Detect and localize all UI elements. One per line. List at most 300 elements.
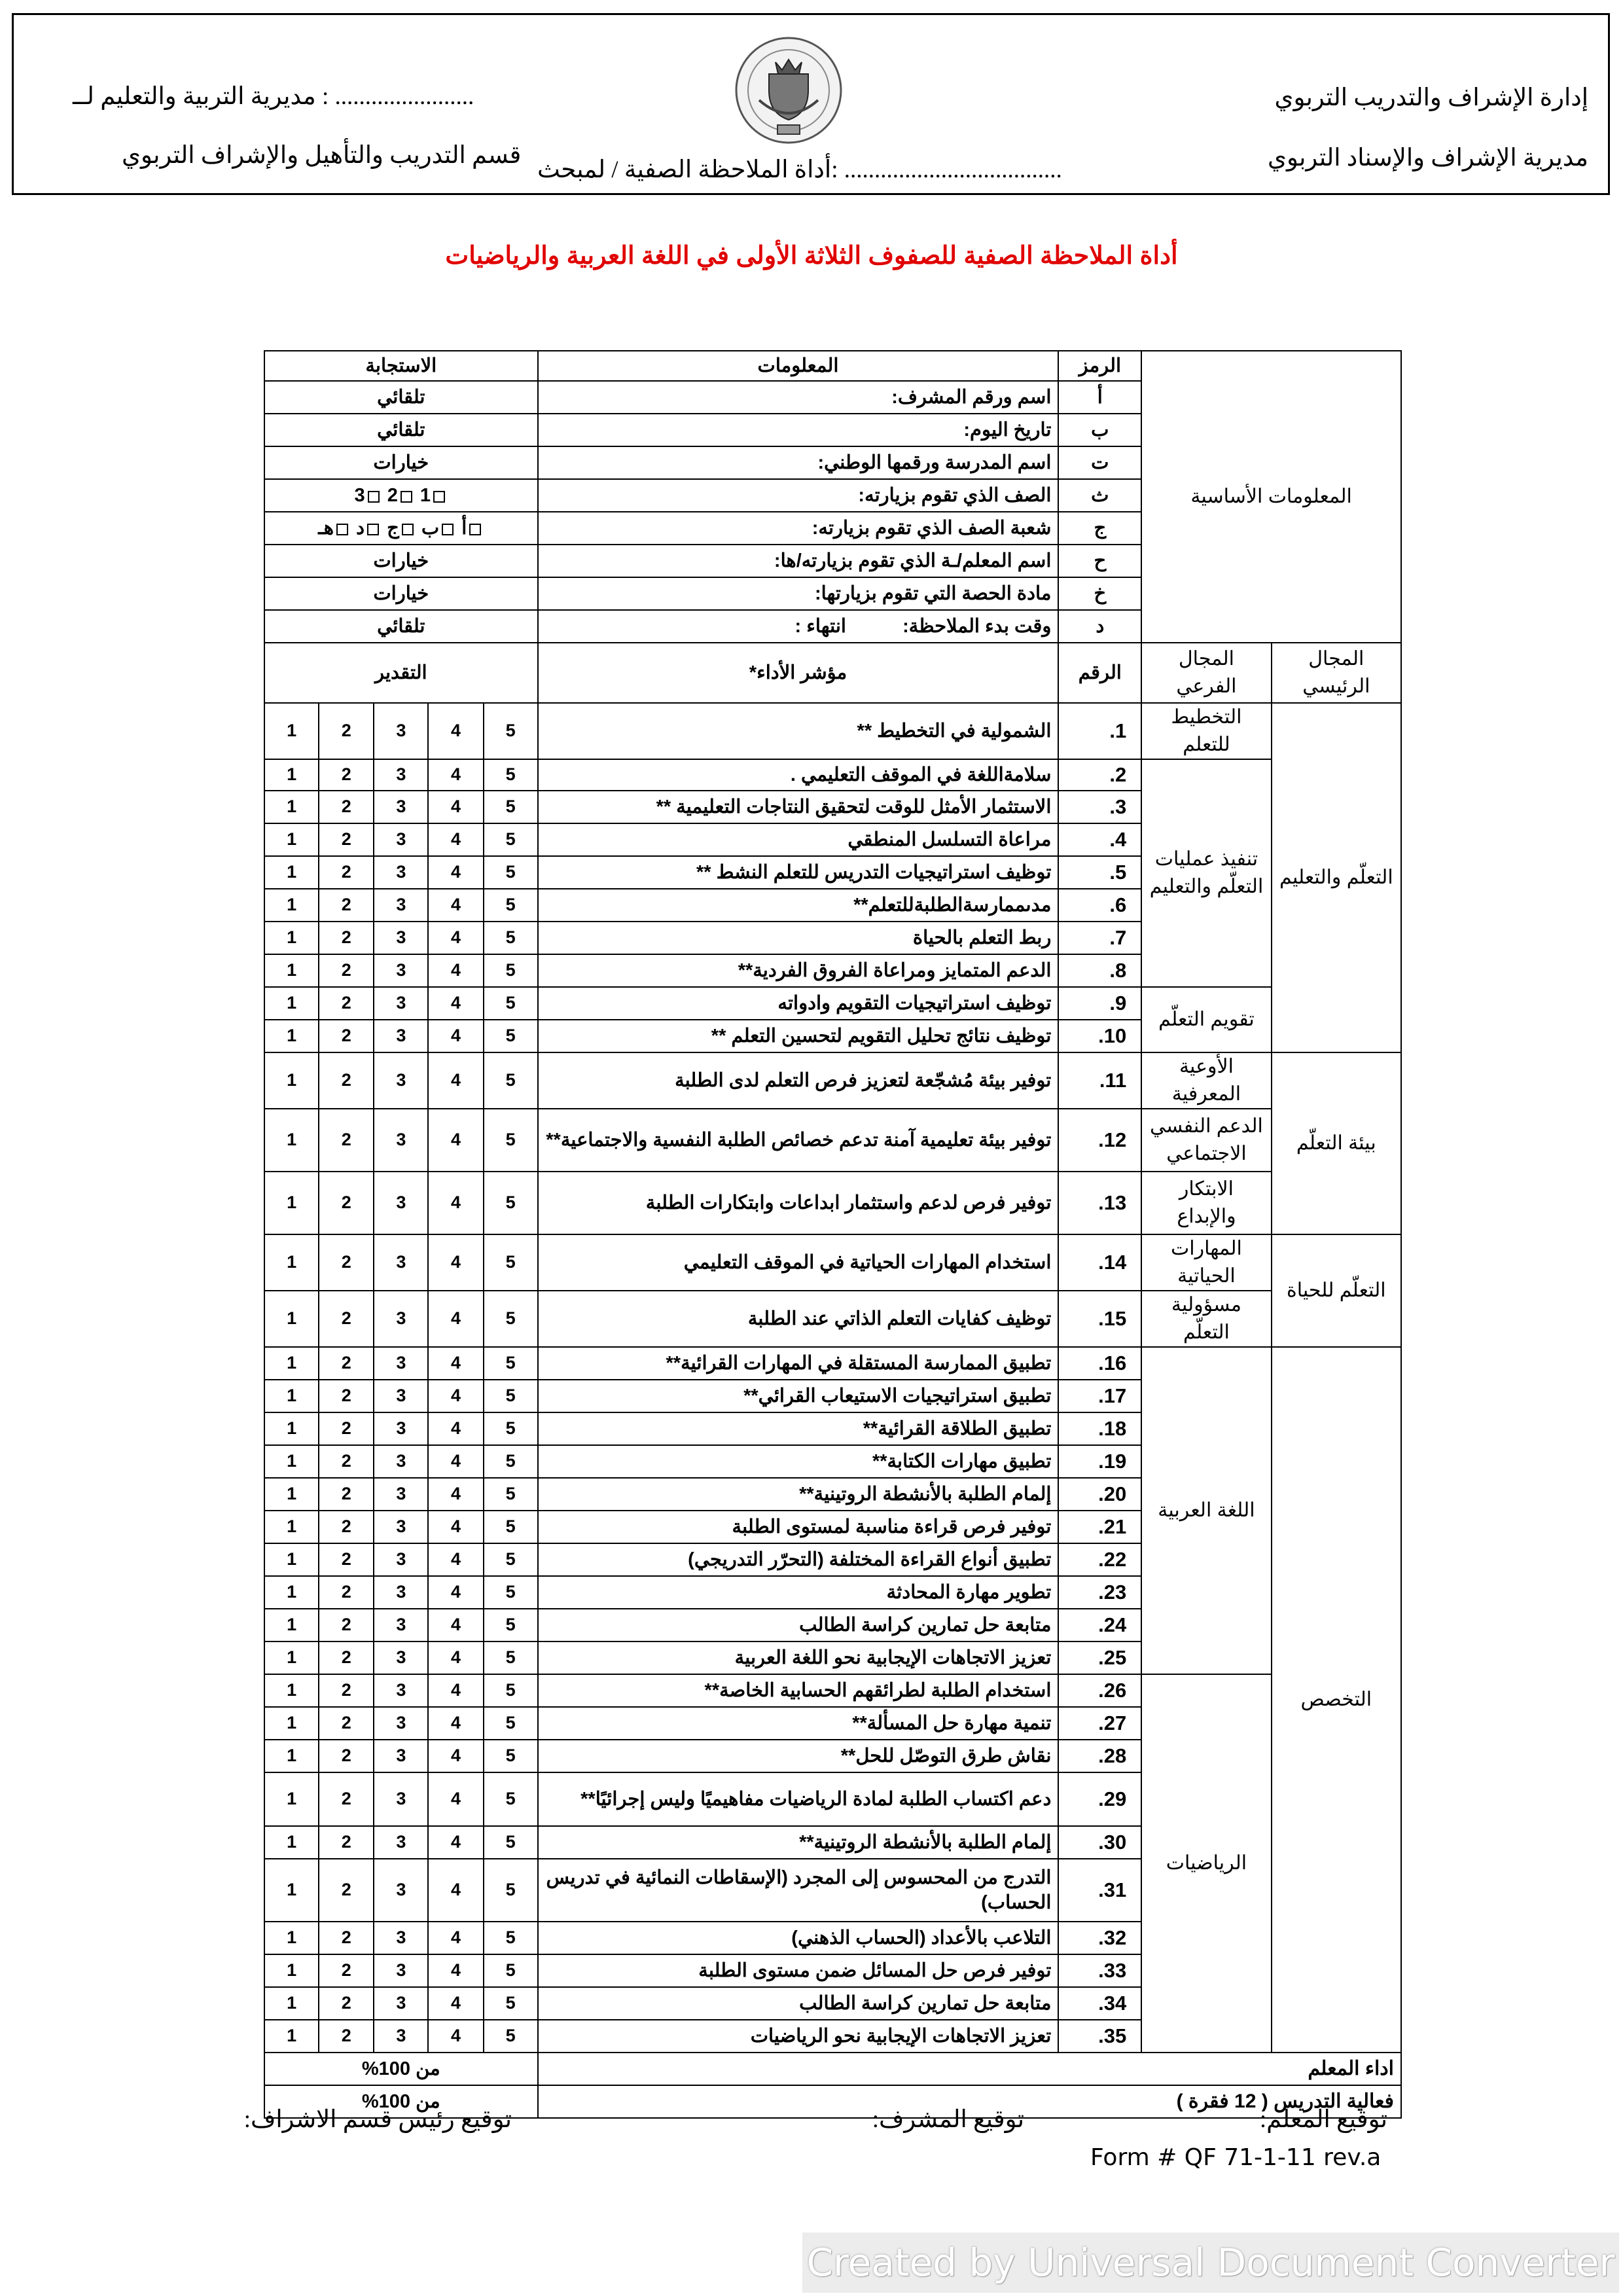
- rating-option[interactable]: 1: [264, 1052, 319, 1109]
- indicator-text: الدعم المتمايز ومراعاة الفروق الفردية**: [538, 954, 1059, 987]
- rating-option[interactable]: 2: [319, 1826, 374, 1859]
- indicator-number: 28.: [1058, 1740, 1141, 1772]
- rating-option[interactable]: 1: [264, 1478, 319, 1511]
- rating-option[interactable]: 3: [374, 1412, 428, 1445]
- rating-option[interactable]: 5: [484, 1020, 538, 1052]
- rating-option[interactable]: 4: [428, 1511, 483, 1543]
- rating-option[interactable]: 1: [264, 1172, 319, 1234]
- rating-option[interactable]: 1: [264, 1576, 319, 1609]
- rating-option[interactable]: 2: [319, 703, 374, 759]
- subdomain-responsibility: مسؤولية التعلّم: [1141, 1291, 1271, 1347]
- subdomain-arabic: اللغة العربية: [1141, 1347, 1271, 1674]
- info-label: تاريخ اليوم:: [538, 414, 1059, 446]
- start-time-label: وقت بدء الملاحظة:: [902, 615, 1052, 637]
- info-response[interactable]: تلقائي: [264, 610, 538, 643]
- rating-option[interactable]: 2: [319, 889, 374, 922]
- indicator-text: الشمولية في التخطيط **: [538, 703, 1059, 759]
- indicator-row: [264, 987, 1401, 1020]
- rating-option[interactable]: 5: [484, 1826, 538, 1859]
- section-checkbox[interactable]: [442, 524, 454, 535]
- rating-option[interactable]: 2: [319, 823, 374, 856]
- rating-option[interactable]: 3: [374, 1291, 428, 1347]
- indicator-text: التلاعب بالأعداد (الحساب الذهني): [538, 1922, 1059, 1954]
- rating-option[interactable]: 3: [374, 1772, 428, 1826]
- indicator-number: 8.: [1058, 954, 1141, 987]
- indicator-text: إلمام الطلبة بالأنشطة الروتينية**: [538, 1478, 1059, 1511]
- indicator-text: ربط التعلم بالحياة: [538, 922, 1059, 954]
- rating-option[interactable]: 4: [428, 1641, 483, 1674]
- rating-option[interactable]: 2: [319, 1445, 374, 1478]
- section-option: أ: [461, 517, 467, 539]
- grade-option: 1: [419, 484, 431, 506]
- teacher-performance-score: من 100%: [264, 2053, 538, 2085]
- rating-option[interactable]: 3: [374, 823, 428, 856]
- rating-option[interactable]: 2: [319, 954, 374, 987]
- rating-option[interactable]: 3: [374, 856, 428, 889]
- subdomain-assessment: تقويم التعلّم: [1141, 987, 1271, 1052]
- indicator-text: توظيف كفايات التعلم الذاتي عند الطلبة: [538, 1291, 1059, 1347]
- rating-option[interactable]: 5: [484, 987, 538, 1020]
- rating-option[interactable]: 3: [374, 1109, 428, 1172]
- rating-option[interactable]: 1: [264, 1772, 319, 1826]
- rating-option[interactable]: 4: [428, 1859, 483, 1922]
- rating-option[interactable]: 3: [374, 1380, 428, 1412]
- rating-option[interactable]: 2: [319, 1543, 374, 1576]
- rating-option[interactable]: 2: [319, 759, 374, 791]
- info-label: شعبة الصف الذي تقوم بزيارته:: [538, 512, 1059, 545]
- header-response: الاستجابة: [264, 351, 538, 381]
- rating-option[interactable]: 5: [484, 1707, 538, 1740]
- ministry-emblem-icon: [732, 28, 846, 152]
- indicator-text: تطوير مهارة المحادثة: [538, 1576, 1059, 1609]
- summary-row-performance: [264, 2053, 1401, 2085]
- rating-option[interactable]: 2: [319, 1859, 374, 1922]
- section-checkbox[interactable]: [402, 524, 414, 535]
- rating-option[interactable]: 4: [428, 703, 483, 759]
- indicator-text: استخدام الطلبة لطرائقهم الحسابية الخاصة**: [538, 1674, 1059, 1707]
- rating-option[interactable]: 5: [484, 1511, 538, 1543]
- rating-option[interactable]: 1: [264, 1922, 319, 1954]
- indicator-number: 31.: [1058, 1859, 1141, 1922]
- rating-option[interactable]: 4: [428, 1922, 483, 1954]
- rating-option[interactable]: 5: [484, 1922, 538, 1954]
- indicator-text: تطبيق الممارسة المستقلة في المهارات القرائية**: [538, 1347, 1059, 1380]
- rating-option[interactable]: 5: [484, 1859, 538, 1922]
- indicator-text: تنمية مهارة حل المسألة**: [538, 1707, 1059, 1740]
- rating-option[interactable]: 3: [374, 1609, 428, 1641]
- rating-option[interactable]: 1: [264, 791, 319, 823]
- rating-option[interactable]: 3: [374, 1707, 428, 1740]
- rating-option[interactable]: 1: [264, 1641, 319, 1674]
- rating-option[interactable]: 4: [428, 1052, 483, 1109]
- rating-option[interactable]: 2: [319, 1641, 374, 1674]
- rating-option[interactable]: 2: [319, 1020, 374, 1052]
- info-symbol: ج: [1058, 512, 1141, 545]
- indicator-number: 16.: [1058, 1347, 1141, 1380]
- rating-option[interactable]: 3: [374, 1576, 428, 1609]
- rating-option[interactable]: 5: [484, 1576, 538, 1609]
- indicator-text: متابعة حل تمارين كراسة الطالب: [538, 1609, 1059, 1641]
- rating-option[interactable]: 3: [374, 1954, 428, 1987]
- indicator-text: نقاش طرق التوصّل للحل**: [538, 1740, 1059, 1772]
- rating-option[interactable]: 4: [428, 856, 483, 889]
- rating-option[interactable]: 4: [428, 1380, 483, 1412]
- rating-option[interactable]: 1: [264, 987, 319, 1020]
- rating-option[interactable]: 1: [264, 889, 319, 922]
- rating-option[interactable]: 1: [264, 1291, 319, 1347]
- indicator-row: [264, 1172, 1401, 1234]
- rating-option[interactable]: 1: [264, 1412, 319, 1445]
- info-label: اسم المدرسة ورقمها الوطني:: [538, 446, 1059, 479]
- rating-option[interactable]: 1: [264, 1987, 319, 2020]
- rating-option[interactable]: 4: [428, 1347, 483, 1380]
- rating-option[interactable]: 5: [484, 1478, 538, 1511]
- rating-option[interactable]: 2: [319, 1987, 374, 2020]
- rating-option[interactable]: 2: [319, 1478, 374, 1511]
- rating-option[interactable]: 4: [428, 1291, 483, 1347]
- rating-option[interactable]: 2: [319, 1291, 374, 1347]
- rating-option[interactable]: 3: [374, 1020, 428, 1052]
- rating-option[interactable]: 5: [484, 1609, 538, 1641]
- teacher-performance-label: اداء المعلم: [538, 2053, 1401, 2085]
- rating-option[interactable]: 1: [264, 1954, 319, 1987]
- indicator-number: 15.: [1058, 1291, 1141, 1347]
- observation-table: [264, 350, 1402, 2119]
- info-response[interactable]: تلقائي: [264, 414, 538, 446]
- rating-option[interactable]: 1: [264, 1543, 319, 1576]
- rating-option[interactable]: 4: [428, 1412, 483, 1445]
- rating-option[interactable]: 2: [319, 1674, 374, 1707]
- rating-option[interactable]: 2: [319, 1511, 374, 1543]
- rating-option[interactable]: 4: [428, 1987, 483, 2020]
- rating-option[interactable]: 3: [374, 1674, 428, 1707]
- domain-learning-for-life: التعلّم للحياة: [1272, 1234, 1401, 1347]
- indicators-body: [264, 703, 1401, 2053]
- grade-options[interactable]: [264, 479, 538, 512]
- rating-option[interactable]: 4: [428, 1234, 483, 1291]
- indicator-text: التدرج من المحسوس إلى المجرد (الإسقاطات النمائية في تدريس الحساب): [538, 1859, 1059, 1922]
- indicator-row: [264, 1674, 1401, 1707]
- indicator-text: توفير فرص لدعم واستثمار ابداعات وابتكارات الطلبة: [538, 1172, 1059, 1234]
- rating-option[interactable]: 2: [319, 856, 374, 889]
- rating-option[interactable]: 2: [319, 1109, 374, 1172]
- indicator-text: توفير فرص حل المسائل ضمن مستوى الطلبة: [538, 1954, 1059, 1987]
- end-time-label: انتهاء :: [794, 615, 846, 637]
- header-directorate: مديرية الإشراف والإسناد التربوي: [1268, 145, 1588, 171]
- rating-option[interactable]: 2: [319, 1172, 374, 1234]
- rating-option[interactable]: 5: [484, 1543, 538, 1576]
- indicator-text: تعزيز الاتجاهات الإيجابية نحو الرياضيات: [538, 2020, 1059, 2053]
- indicator-text: تعزيز الاتجاهات الإيجابية نحو اللغة العربية: [538, 1641, 1059, 1674]
- header-symbol: الرمز: [1058, 351, 1141, 381]
- rating-option[interactable]: 4: [428, 1772, 483, 1826]
- indicator-number: 33.: [1058, 1954, 1141, 1987]
- indicator-number: 3.: [1058, 791, 1141, 823]
- rating-option[interactable]: 5: [484, 1109, 538, 1172]
- subdomain-life-skills: المهارات الحياتية: [1141, 1234, 1271, 1291]
- indicator-text: الاستثمار الأمثل للوقت لتحقيق النتاجات التعليمية **: [538, 791, 1059, 823]
- rating-option[interactable]: 4: [428, 1609, 483, 1641]
- rating-option[interactable]: 5: [484, 889, 538, 922]
- rating-option[interactable]: 1: [264, 1609, 319, 1641]
- rating-option[interactable]: 5: [484, 1641, 538, 1674]
- rating-option[interactable]: 2: [319, 922, 374, 954]
- indicator-text: توفير بيئة تعليمية آمنة تدعم خصائص الطلبة النفسية والاجتماعية**: [538, 1109, 1059, 1172]
- rating-option[interactable]: 4: [428, 759, 483, 791]
- rating-option[interactable]: 4: [428, 1172, 483, 1234]
- rating-option[interactable]: 3: [374, 1543, 428, 1576]
- rating-option[interactable]: 5: [484, 1445, 538, 1478]
- rating-option[interactable]: 4: [428, 1707, 483, 1740]
- rating-option[interactable]: 4: [428, 1543, 483, 1576]
- rating-option[interactable]: 3: [374, 703, 428, 759]
- rating-option[interactable]: 5: [484, 703, 538, 759]
- rating-option[interactable]: 4: [428, 987, 483, 1020]
- rating-option[interactable]: 1: [264, 823, 319, 856]
- page-title: أداة الملاحظة الصفية للصفوف الثلاثة الأولى في اللغة العربية والرياضيات: [445, 242, 1178, 270]
- rating-option[interactable]: 2: [319, 1234, 374, 1291]
- rating-option[interactable]: 3: [374, 1987, 428, 2020]
- subdomain-cognitive: الأوعية المعرفية: [1141, 1052, 1271, 1109]
- rating-option[interactable]: 3: [374, 1859, 428, 1922]
- indicator-number: 27.: [1058, 1707, 1141, 1740]
- rating-option[interactable]: 1: [264, 954, 319, 987]
- rating-option[interactable]: 2: [319, 1954, 374, 1987]
- rating-option[interactable]: 4: [428, 2020, 483, 2053]
- section-option: ج: [387, 517, 399, 539]
- rating-option[interactable]: 5: [484, 1291, 538, 1347]
- rating-option[interactable]: 4: [428, 922, 483, 954]
- header-indicator: مؤشر الأداء*: [538, 643, 1059, 703]
- rating-option[interactable]: 4: [428, 889, 483, 922]
- rating-option[interactable]: 1: [264, 1020, 319, 1052]
- rating-option[interactable]: 1: [264, 759, 319, 791]
- indicators-header-row: [264, 643, 1401, 703]
- rating-option[interactable]: 3: [374, 1922, 428, 1954]
- rating-option[interactable]: 1: [264, 703, 319, 759]
- rating-option[interactable]: 4: [428, 1445, 483, 1478]
- rating-option[interactable]: 5: [484, 791, 538, 823]
- rating-option[interactable]: 5: [484, 1380, 538, 1412]
- rating-option[interactable]: 2: [319, 1576, 374, 1609]
- indicator-text: دعم اكتساب الطلبة لمادة الرياضيات مفاهيميًا وليس إجرائيًا**: [538, 1772, 1059, 1826]
- rating-option[interactable]: 5: [484, 1172, 538, 1234]
- indicator-number: 18.: [1058, 1412, 1141, 1445]
- indicator-number: 20.: [1058, 1478, 1141, 1511]
- rating-option[interactable]: 3: [374, 954, 428, 987]
- rating-option[interactable]: 1: [264, 1511, 319, 1543]
- supervisor-signature-label: توقيع المشرف:: [872, 2106, 1024, 2133]
- grade-checkbox[interactable]: [368, 491, 380, 503]
- header-training-section: قسم التدريب والتأهيل والإشراف التربوي: [122, 142, 522, 169]
- rating-option[interactable]: 5: [484, 1674, 538, 1707]
- indicator-text: متابعة حل تمارين كراسة الطالب: [538, 1987, 1059, 2020]
- rating-option[interactable]: 1: [264, 1740, 319, 1772]
- rating-option[interactable]: 4: [428, 1826, 483, 1859]
- indicator-number: 7.: [1058, 922, 1141, 954]
- rating-option[interactable]: 3: [374, 1641, 428, 1674]
- header-department: إدارة الإشراف والتدريب التربوي: [1274, 84, 1588, 111]
- indicator-number: 24.: [1058, 1609, 1141, 1641]
- rating-option[interactable]: 1: [264, 2020, 319, 2053]
- rating-option[interactable]: 1: [264, 856, 319, 889]
- subdomain-psychosocial: الدعم النفسي الاجتماعي: [1141, 1109, 1271, 1172]
- rating-option[interactable]: 5: [484, 922, 538, 954]
- indicator-number: 23.: [1058, 1576, 1141, 1609]
- rating-option[interactable]: 2: [319, 1922, 374, 1954]
- rating-option[interactable]: 1: [264, 1380, 319, 1412]
- rating-option[interactable]: 2: [319, 1052, 374, 1109]
- rating-option[interactable]: 5: [484, 1740, 538, 1772]
- rating-option[interactable]: 3: [374, 1347, 428, 1380]
- rating-option[interactable]: 3: [374, 987, 428, 1020]
- indicator-row: [264, 1347, 1401, 1380]
- rating-option[interactable]: 5: [484, 1987, 538, 2020]
- grade-checkbox[interactable]: [433, 491, 445, 503]
- document-header: [12, 13, 1610, 195]
- section-option: د: [356, 517, 365, 539]
- info-symbol: ث: [1058, 479, 1141, 512]
- indicator-number: 4.: [1058, 823, 1141, 856]
- indicator-text: إلمام الطلبة بالأنشطة الروتينية**: [538, 1826, 1059, 1859]
- rating-option[interactable]: 4: [428, 954, 483, 987]
- indicator-row: [264, 1291, 1401, 1347]
- rating-option[interactable]: 2: [319, 1412, 374, 1445]
- indicator-row: [264, 1234, 1401, 1291]
- rating-option[interactable]: 5: [484, 2020, 538, 2053]
- rating-option[interactable]: 5: [484, 954, 538, 987]
- rating-option[interactable]: 5: [484, 759, 538, 791]
- rating-option[interactable]: 4: [428, 791, 483, 823]
- rating-option[interactable]: 5: [484, 856, 538, 889]
- rating-option[interactable]: 4: [428, 1740, 483, 1772]
- rating-option[interactable]: 1: [264, 922, 319, 954]
- rating-option[interactable]: 4: [428, 1020, 483, 1052]
- indicator-number: 2.: [1058, 759, 1141, 791]
- grade-option: 2: [387, 484, 398, 506]
- rating-option[interactable]: 2: [319, 791, 374, 823]
- rating-option[interactable]: 2: [319, 2020, 374, 2053]
- rating-option[interactable]: 3: [374, 2020, 428, 2053]
- info-label: اسم المعلم/ـة الذي تقوم بزيارته/ها:: [538, 545, 1059, 577]
- form-number: Form # QF 71-1-11 rev.a: [1090, 2144, 1382, 2171]
- subdomain-planning: التخطيط للتعلم: [1141, 703, 1271, 759]
- info-response[interactable]: خيارات: [264, 545, 538, 577]
- rating-option[interactable]: 1: [264, 1109, 319, 1172]
- indicator-number: 6.: [1058, 889, 1141, 922]
- rating-option[interactable]: 3: [374, 922, 428, 954]
- domain-specialization: التخصص: [1272, 1347, 1401, 2053]
- info-label-time: [538, 610, 1059, 643]
- rating-option[interactable]: 2: [319, 1380, 374, 1412]
- rating-option[interactable]: 2: [319, 1740, 374, 1772]
- section-option: هـ: [318, 517, 334, 539]
- indicator-number: 11.: [1058, 1052, 1141, 1109]
- rating-option[interactable]: 3: [374, 1740, 428, 1772]
- teacher-signature-label: توقيع المعلم:: [1259, 2106, 1387, 2133]
- grade-checkbox[interactable]: [401, 491, 412, 503]
- indicator-row: [264, 1109, 1401, 1172]
- rating-option[interactable]: 2: [319, 1772, 374, 1826]
- section-checkbox[interactable]: [469, 524, 481, 535]
- converter-watermark: Created by Universal Document Converter: [802, 2233, 1619, 2293]
- subdomain-implementation: تنفيذ عمليات التعلّم والتعليم: [1141, 759, 1271, 987]
- head-signature-label: توقيع رئيس قسم الاشراف:: [243, 2106, 512, 2133]
- rating-option[interactable]: 3: [374, 1478, 428, 1511]
- rating-option[interactable]: 3: [374, 1234, 428, 1291]
- rating-option[interactable]: 3: [374, 1445, 428, 1478]
- rating-option[interactable]: 2: [319, 987, 374, 1020]
- rating-option[interactable]: 5: [484, 1234, 538, 1291]
- rating-option[interactable]: 2: [319, 1707, 374, 1740]
- indicator-number: 5.: [1058, 856, 1141, 889]
- rating-option[interactable]: 3: [374, 1826, 428, 1859]
- teaching-effectiveness-label: فعالية التدريس ( 12 فقرة ): [538, 2085, 1401, 2118]
- rating-option[interactable]: 4: [428, 823, 483, 856]
- indicator-text: مدىممارسةالطلبةللتعلم**: [538, 889, 1059, 922]
- rating-option[interactable]: 1: [264, 1707, 319, 1740]
- subdomain-innovation: الابتكار والإبداع: [1141, 1172, 1271, 1234]
- indicator-number: 22.: [1058, 1543, 1141, 1576]
- indicator-number: 32.: [1058, 1922, 1141, 1954]
- rating-option[interactable]: 1: [264, 1445, 319, 1478]
- rating-option[interactable]: 3: [374, 791, 428, 823]
- rating-option[interactable]: 4: [428, 1109, 483, 1172]
- rating-option[interactable]: 4: [428, 1954, 483, 1987]
- section-option: ب: [421, 517, 440, 539]
- rating-option[interactable]: 2: [319, 1347, 374, 1380]
- rating-option[interactable]: 4: [428, 1576, 483, 1609]
- rating-option[interactable]: 3: [374, 1052, 428, 1109]
- rating-option[interactable]: 1: [264, 1826, 319, 1859]
- rating-option[interactable]: 3: [374, 1172, 428, 1234]
- info-label: مادة الحصة التي تقوم بزيارتها:: [538, 577, 1059, 610]
- header-number: الرقم: [1058, 643, 1141, 703]
- rating-option[interactable]: 5: [484, 1772, 538, 1826]
- rating-option[interactable]: 1: [264, 1674, 319, 1707]
- indicator-text: تطبيق الطلاقة القرائية**: [538, 1412, 1059, 1445]
- rating-option[interactable]: 1: [264, 1859, 319, 1922]
- indicator-text: استخدام المهارات الحياتية في الموقف التعليمي: [538, 1234, 1059, 1291]
- info-response[interactable]: تلقائي: [264, 381, 538, 414]
- rating-option[interactable]: 5: [484, 1954, 538, 1987]
- rating-option[interactable]: 3: [374, 1511, 428, 1543]
- grade-option: 3: [354, 484, 365, 506]
- section-checkbox[interactable]: [367, 524, 379, 535]
- info-symbol: خ: [1058, 577, 1141, 610]
- rating-option[interactable]: 5: [484, 1412, 538, 1445]
- rating-option[interactable]: 1: [264, 1347, 319, 1380]
- section-basic-info: المعلومات الأساسية: [1141, 351, 1401, 643]
- indicator-row: [264, 703, 1401, 759]
- rating-option[interactable]: 5: [484, 1347, 538, 1380]
- rating-option[interactable]: 3: [374, 889, 428, 922]
- info-response[interactable]: خيارات: [264, 446, 538, 479]
- header-sub-domain: المجال الفرعي: [1141, 643, 1271, 703]
- rating-option[interactable]: 3: [374, 759, 428, 791]
- indicator-number: 25.: [1058, 1641, 1141, 1674]
- basic-info-header-row: [264, 351, 1401, 381]
- section-options[interactable]: [264, 512, 538, 545]
- rating-option[interactable]: 1: [264, 1234, 319, 1291]
- info-response[interactable]: خيارات: [264, 577, 538, 610]
- rating-option[interactable]: 2: [319, 1609, 374, 1641]
- rating-option[interactable]: 4: [428, 1674, 483, 1707]
- rating-option[interactable]: 5: [484, 823, 538, 856]
- rating-option[interactable]: 5: [484, 1052, 538, 1109]
- section-checkbox[interactable]: [336, 524, 348, 535]
- rating-option[interactable]: 4: [428, 1478, 483, 1511]
